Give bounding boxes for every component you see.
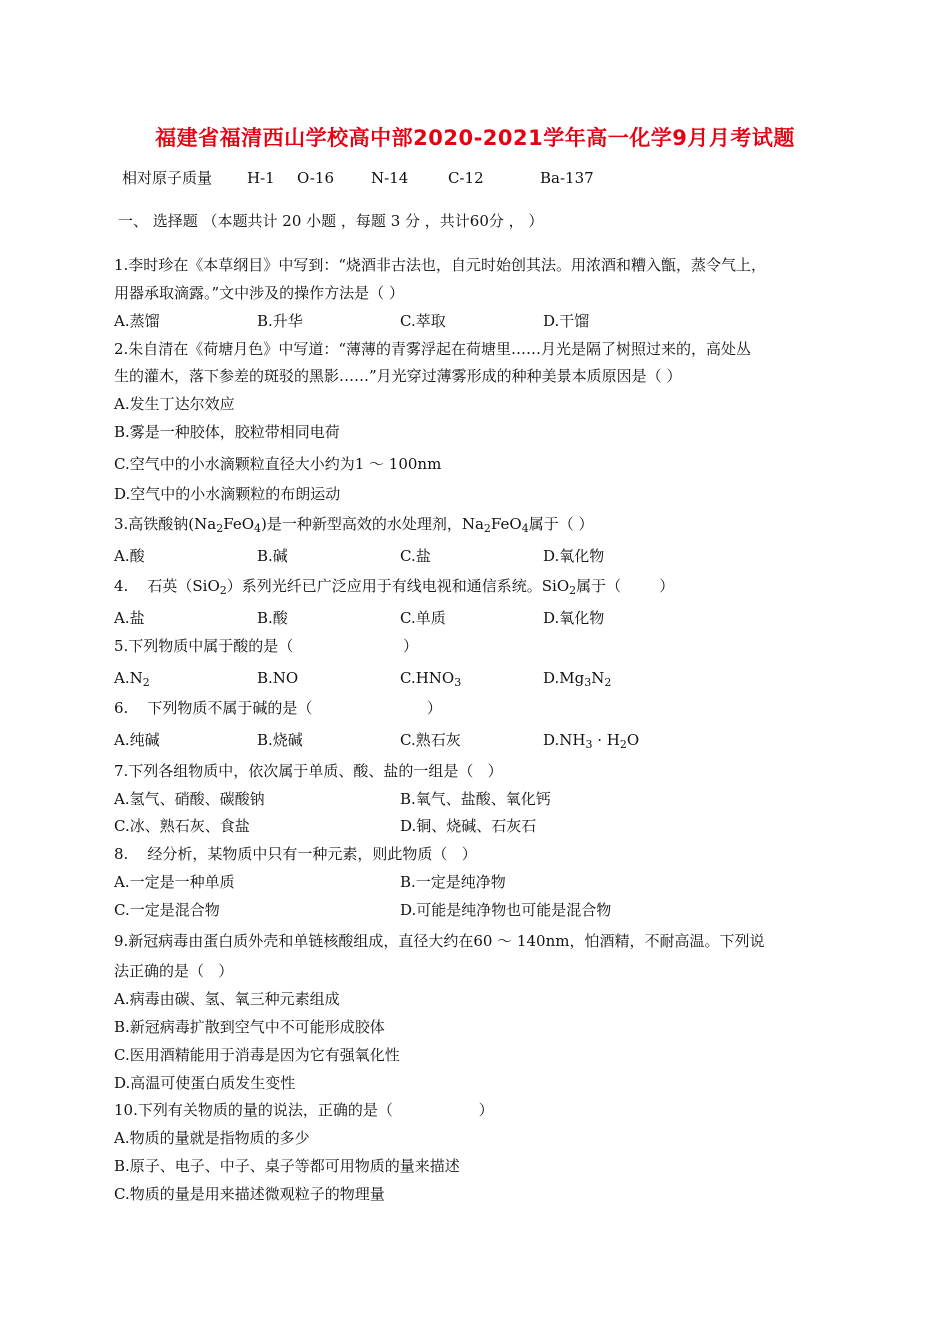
question-1-stem-line-1: 1.李时珍在《本草纲目》中写到：“烧酒非古法也，自元时始创其法。用浓酒和糟入甑，蒸令气上， xyxy=(114,256,766,274)
subscript: 2 xyxy=(219,584,227,597)
question-7-stem: 7.下列各组物质中，依次属于单质、酸、盐的一组是（ ） xyxy=(114,762,503,780)
question-6-option-c[interactable] xyxy=(400,730,461,750)
atomic-mass-o: O-16 xyxy=(297,169,335,187)
option-text: B.NO xyxy=(257,669,299,687)
subscript: 3 xyxy=(584,676,592,689)
question-4-stem xyxy=(114,576,674,601)
question-4-option-d[interactable]: D.氧化物 xyxy=(543,609,605,627)
subscript: 3 xyxy=(454,676,462,689)
question-5-option-b[interactable] xyxy=(257,668,298,688)
question-6-stem: 6. 下列物质不属于碱的是（ ） xyxy=(114,699,442,717)
option-text: A.纯碱 xyxy=(114,731,160,749)
subscript: 2 xyxy=(619,738,627,751)
atomic-mass-h: H-1 xyxy=(247,169,275,187)
atomic-mass-c: C-12 xyxy=(448,169,484,187)
option-text: · H xyxy=(592,731,620,749)
section-heading: 一、 选择题 （本题共计 20 小题 ，每题 3 分 ，共计60分 ， ） xyxy=(118,212,544,230)
question-7-option-b[interactable]: B.氧气、盐酸、氧化钙 xyxy=(400,790,551,808)
question-8-stem: 8. 经分析，某物质中只有一种元素，则此物质（ ） xyxy=(114,845,477,863)
question-6-option-d[interactable] xyxy=(543,730,639,755)
atomic-mass-ba: Ba-137 xyxy=(540,169,594,187)
subscript: 2 xyxy=(142,676,150,689)
question-4-option-c[interactable]: C.单质 xyxy=(400,609,446,627)
question-8-option-a[interactable]: A.一定是一种单质 xyxy=(114,873,235,891)
option-text: C.熟石灰 xyxy=(400,731,461,749)
question-4-option-a[interactable]: A.盐 xyxy=(114,609,145,627)
question-2-stem-line-1: 2.朱自清在《荷塘月色》中写道：“薄薄的青雾浮起在荷塘里……月光是隔了树照过来的，高处丛 xyxy=(114,340,751,358)
question-1-stem-line-2: 用器承取滴露。”文中涉及的操作方法是（ ） xyxy=(114,284,404,302)
option-text: D.Mg xyxy=(543,669,585,687)
question-9-option-c[interactable]: C.医用酒精能用于消毒是因为它有强氧化性 xyxy=(114,1046,400,1064)
question-5-stem: 5.下列物质中属于酸的是（ ） xyxy=(114,637,418,655)
question-4-option-b[interactable]: B.酸 xyxy=(257,609,288,627)
question-1-option-b[interactable]: B.升华 xyxy=(257,312,303,330)
question-2-option-c[interactable]: C.空气中的小水滴颗粒直径大小约为1 ～ 100nm xyxy=(114,455,442,473)
question-7-option-d[interactable]: D.铜、烧碱、石灰石 xyxy=(400,817,537,835)
question-3-option-a[interactable]: A.酸 xyxy=(114,547,145,565)
question-1-option-c[interactable]: C.萃取 xyxy=(400,312,446,330)
page-title: 福建省福清西山学校高中部2020-2021学年高一化学9月月考试题 xyxy=(155,126,795,150)
question-2-option-d[interactable]: D.空气中的小水滴颗粒的布朗运动 xyxy=(114,485,341,503)
question-3-stem-part: 3.高铁酸钠(Na xyxy=(114,515,217,533)
question-6-option-b[interactable] xyxy=(257,730,303,750)
question-10-option-c[interactable]: C.物质的量是用来描述微观粒子的物理量 xyxy=(114,1185,385,1203)
question-7-option-c[interactable]: C.冰、熟石灰、食盐 xyxy=(114,817,250,835)
question-3-stem-part: FeO xyxy=(223,515,254,533)
subscript: 2 xyxy=(569,584,577,597)
question-6-option-a[interactable] xyxy=(114,730,160,750)
question-9-option-a[interactable]: A.病毒由碳、氢、氧三种元素组成 xyxy=(114,990,340,1008)
question-2-option-b[interactable]: B.雾是一种胶体，胶粒带相同电荷 xyxy=(114,423,340,441)
question-3-stem xyxy=(114,514,593,539)
question-9-option-d[interactable]: D.高温可使蛋白质发生变性 xyxy=(114,1074,296,1092)
subscript: 2 xyxy=(216,522,224,535)
question-4-stem-part: ）系列光纤已广泛应用于有线电视和通信系统。SiO xyxy=(226,577,570,595)
option-text: A.N xyxy=(114,669,143,687)
subscript: 3 xyxy=(585,738,593,751)
question-3-option-b[interactable]: B.碱 xyxy=(257,547,288,565)
question-3-stem-part: )是一种新型高效的水处理剂，Na xyxy=(261,515,484,533)
question-9-stem-line-1: 9.新冠病毒由蛋白质外壳和单链核酸组成，直径大约在60 ～ 140nm，怕酒精，不耐高温。下列说 xyxy=(114,932,765,950)
question-1-option-d[interactable]: D.干馏 xyxy=(543,312,590,330)
question-8-option-b[interactable]: B.一定是纯净物 xyxy=(400,873,506,891)
question-2-stem-line-2: 生的灌木，落下参差的斑驳的黑影……”月光穿过薄雾形成的种种美景本质原因是（ ） xyxy=(114,367,682,385)
option-text: D.NH xyxy=(543,731,586,749)
question-5-option-d[interactable] xyxy=(543,668,611,693)
question-2-option-a[interactable]: A.发生丁达尔效应 xyxy=(114,395,235,413)
question-9-stem-line-2: 法正确的是（ ） xyxy=(114,962,234,980)
question-4-stem-part: 4. 石英（SiO xyxy=(114,577,220,595)
question-10-stem: 10.下列有关物质的量的说法，正确的是（ ） xyxy=(114,1101,494,1119)
question-9-option-b[interactable]: B.新冠病毒扩散到空气中不可能形成胶体 xyxy=(114,1018,385,1036)
question-8-option-d[interactable]: D.可能是纯净物也可能是混合物 xyxy=(400,901,612,919)
question-7-option-a[interactable]: A.氢气、硝酸、碳酸钠 xyxy=(114,790,265,808)
subscript: 2 xyxy=(604,676,612,689)
option-text: O xyxy=(626,731,640,749)
subscript: 2 xyxy=(483,522,491,535)
question-10-option-a[interactable]: A.物质的量就是指物质的多少 xyxy=(114,1129,310,1147)
question-3-option-c[interactable]: C.盐 xyxy=(400,547,431,565)
question-4-stem-part: 属于（ ） xyxy=(576,577,675,595)
option-text: B.烧碱 xyxy=(257,731,303,749)
question-5-option-c[interactable] xyxy=(400,668,461,693)
question-3-stem-part: FeO xyxy=(490,515,522,533)
question-10-option-b[interactable]: B.原子、电子、中子、桌子等都可用物质的量来描述 xyxy=(114,1157,460,1175)
question-8-option-c[interactable]: C.一定是混合物 xyxy=(114,901,220,919)
subscript: 4 xyxy=(254,522,261,535)
question-3-option-d[interactable]: D.氧化物 xyxy=(543,547,605,565)
atomic-mass-n: N-14 xyxy=(371,169,409,187)
question-3-stem-part: 属于（ ） xyxy=(528,515,594,533)
option-text: C.HNO xyxy=(400,669,455,687)
question-1-option-a[interactable]: A.蒸馏 xyxy=(114,312,160,330)
atomic-mass-label: 相对原子质量 xyxy=(122,169,213,187)
subscript: 4 xyxy=(521,522,529,535)
option-text: N xyxy=(591,669,605,687)
question-5-option-a[interactable] xyxy=(114,668,150,693)
